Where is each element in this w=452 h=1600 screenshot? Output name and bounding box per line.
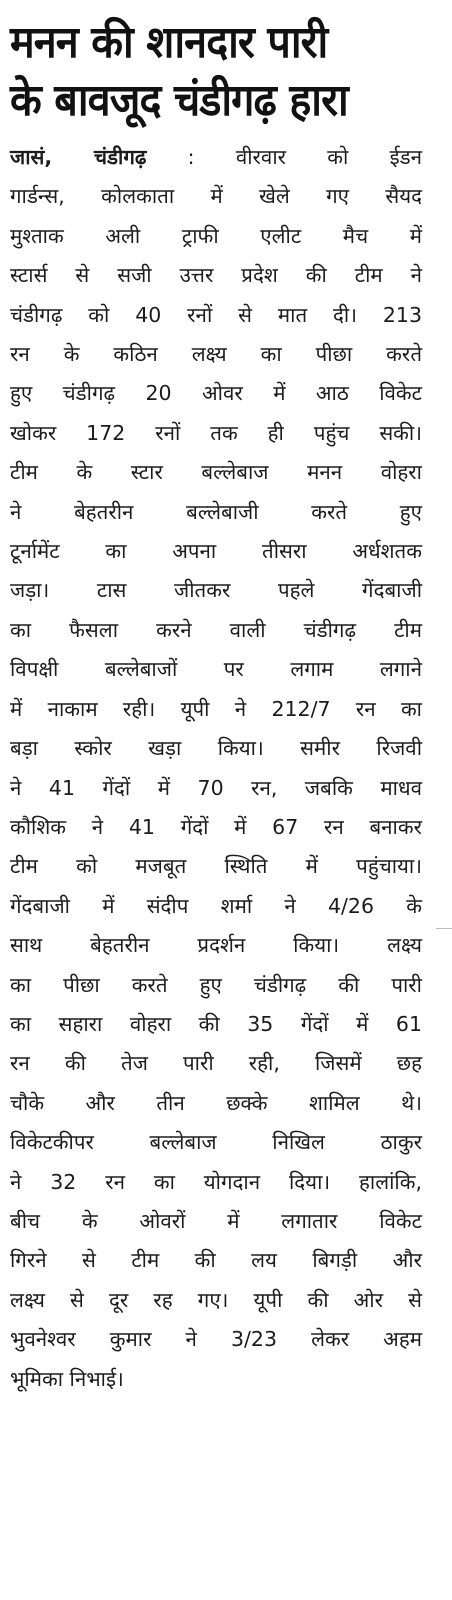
body-line-first bbox=[10, 138, 422, 177]
body-line: भुवनेश्वर कुमार ने 3/23 लेकर अहम bbox=[10, 1327, 422, 1352]
body-line-last: भूमिका निभाई। bbox=[10, 1366, 124, 1391]
body-line: चंडीगढ़ को 40 रनों से मात दी। 213 bbox=[10, 302, 422, 327]
news-article bbox=[10, 14, 422, 1399]
body-line: गार्डन्स, कोलकाता में खेले गए सैयद bbox=[10, 184, 422, 209]
body-line: स्टार्स से सजी उत्तर प्रदेश की टीम ने bbox=[10, 263, 422, 288]
body-line: गिरने से टीम की लय बिगड़ी और bbox=[10, 1248, 422, 1273]
body-line: ने 32 रन का योगदान दिया। हालांकि, bbox=[10, 1169, 422, 1194]
body-line: गेंदबाजी में संदीप शर्मा ने 4/26 के bbox=[10, 893, 422, 918]
body-line: का सहारा वोहरा की 35 गेंदों में 61 bbox=[10, 1011, 422, 1036]
body-line: जड़ा। टास जीतकर पहले गेंदबाजी bbox=[10, 578, 422, 603]
body-line: साथ बेहतरीन प्रदर्शन किया। लक्ष्य bbox=[10, 933, 422, 958]
body-line: का फैसला करने वाली चंडीगढ़ टीम bbox=[10, 617, 422, 642]
headline-line-1: मनन की शानदार पारी bbox=[10, 17, 328, 68]
headline bbox=[10, 14, 397, 130]
body-line: टूर्नामेंट का अपना तीसरा अर्धशतक bbox=[10, 539, 422, 564]
body-line: बीच के ओवरों में लगातार विकेट bbox=[10, 1208, 422, 1233]
body-line: ने बेहतरीन बल्लेबाजी करते हुए bbox=[10, 499, 422, 524]
body-line: रन की तेज पारी रही, जिसमें छह bbox=[10, 1051, 422, 1076]
body-line: खोकर 172 रनों तक ही पहुंच सकी। bbox=[10, 420, 422, 445]
body-line: हुए चंडीगढ़ 20 ओवर में आठ विकेट bbox=[10, 381, 422, 406]
body-line: ने 41 गेंदों में 70 रन, जबकि माधव bbox=[10, 775, 422, 800]
dateline-separator: : bbox=[146, 145, 236, 169]
body-line: टीम को मजबूत स्थिति में पहुंचाया। bbox=[10, 854, 422, 879]
body-line: मुश्ताक अली ट्राफी एलीट मैच में bbox=[10, 223, 422, 248]
body-line: टीम के स्टार बल्लेबाज मनन वोहरा bbox=[10, 460, 422, 485]
body-line: लक्ष्य से दूर रह गए। यूपी की ओर से bbox=[10, 1287, 422, 1312]
column-divider-mark bbox=[436, 928, 452, 929]
headline-line-2: के बावजूद चंडीगढ़ हारा bbox=[10, 75, 348, 126]
body-line: बड़ा स्कोर खड़ा किया। समीर रिजवी bbox=[10, 736, 422, 761]
body-line: विकेटकीपर बल्लेबाज निखिल ठाकुर bbox=[10, 1130, 422, 1155]
body-line: विपक्षी बल्लेबाजों पर लगाम लगाने bbox=[10, 657, 422, 682]
body-line: कौशिक ने 41 गेंदों में 67 रन बनाकर bbox=[10, 814, 422, 839]
dateline: जासं, चंडीगढ़ bbox=[10, 145, 147, 169]
body-line: का पीछा करते हुए चंडीगढ़ की पारी bbox=[10, 972, 422, 997]
body-line: चौके और तीन छक्के शामिल थे। bbox=[10, 1090, 422, 1115]
article-body bbox=[10, 138, 422, 1399]
body-line: रन के कठिन लक्ष्य का पीछा करते bbox=[10, 342, 422, 367]
body-line-0: वीरवार को ईडन bbox=[235, 145, 422, 169]
body-line: में नाकाम रही। यूपी ने 212/7 रन का bbox=[10, 696, 422, 721]
